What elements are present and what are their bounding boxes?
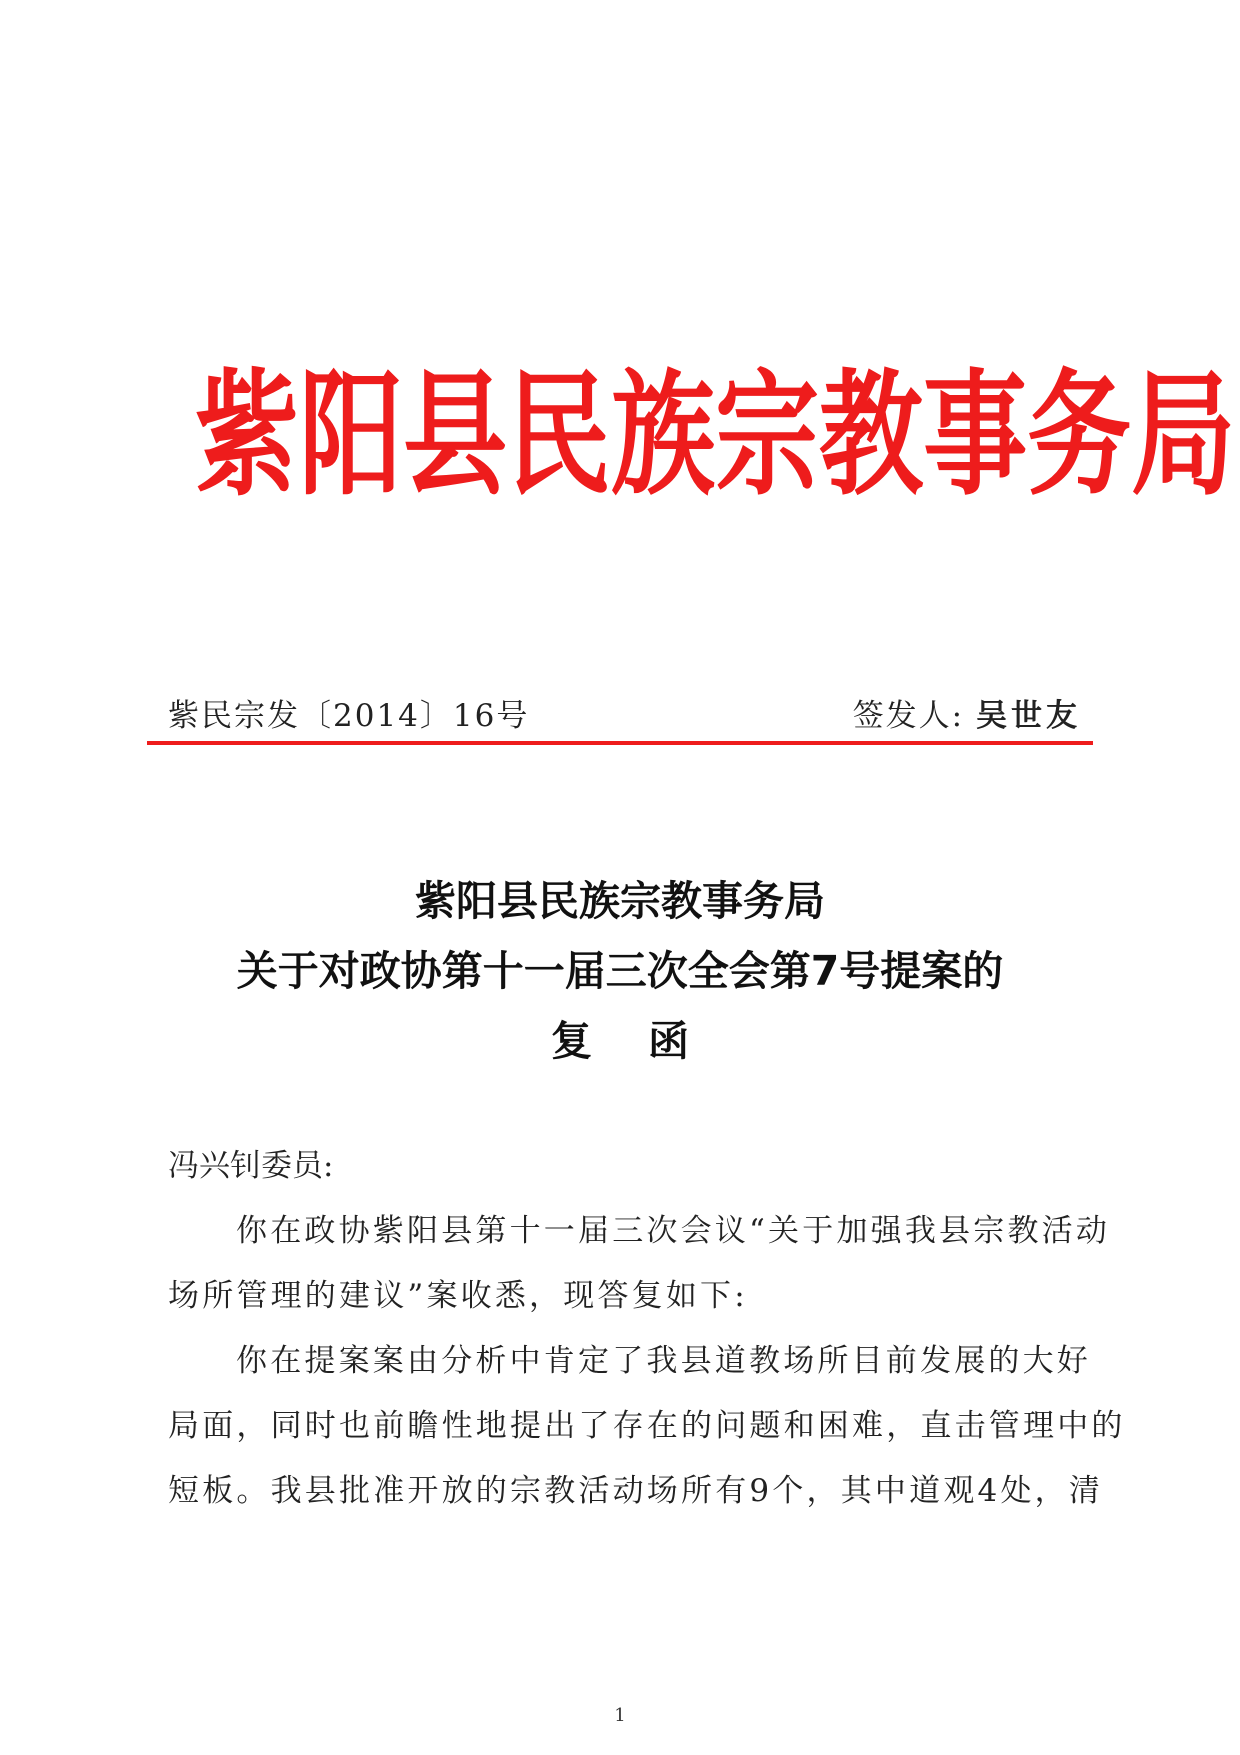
body-line: 短板。我县批准开放的宗教活动场所有9个，其中道观4处，清 [168,1473,1104,1509]
body-line: 你在政协紫阳县第十一届三次会议“关于加强我县宗教活动 [236,1213,1111,1249]
masthead-char: 事 [923,354,1028,515]
masthead-char: 民 [507,354,612,515]
document-number: 紫民宗发〔2014〕16号 [168,698,530,734]
signer-name: 吴世友 [976,698,1081,734]
page-number: 1 [614,1705,626,1726]
title-line-3: 复函 [551,1017,745,1065]
red-divider-rule [147,741,1093,745]
document-header-line [168,690,1093,734]
title-line-2: 关于对政协第十一届三次全会第7号提案的 [236,947,1004,995]
salutation: 冯兴钊委员: [168,1148,334,1184]
body-line: 场所管理的建议”案收悉，现答复如下: [168,1278,748,1314]
signer-label: 签发人: [852,698,965,734]
masthead-char: 务 [1027,354,1132,515]
masthead-char: 阳 [299,354,404,515]
masthead-char: 教 [819,354,924,515]
masthead [195,354,1236,515]
masthead-char: 紫 [195,354,300,515]
masthead-char: 宗 [715,354,820,515]
masthead-char: 县 [403,354,508,515]
masthead-char: 局 [1131,354,1236,515]
masthead-char: 族 [611,354,716,515]
signer [853,690,1081,735]
title-line-1: 紫阳县民族宗教事务局 [415,877,825,925]
body-line: 局面，同时也前瞻性地提出了存在的问题和困难，直击管理中的 [168,1408,1126,1444]
body-line: 你在提案案由分析中肯定了我县道教场所目前发展的大好 [236,1343,1091,1379]
